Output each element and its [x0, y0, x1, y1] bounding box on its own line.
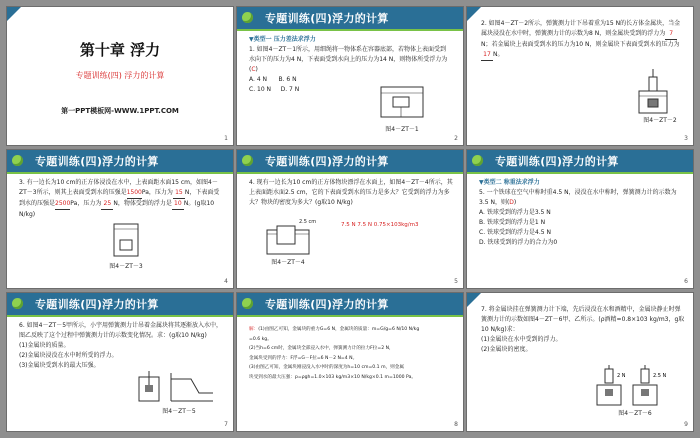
- sub-question: (1)金属块在水中受到的浮力。: [481, 336, 562, 343]
- question: 7. 将金属块挂在弹簧测力计下端，先后浸没在水和酒精中，金属块静止时弹簧测力计的示数如图4－ZT－6甲、乙所示。(ρ酒精=0.8×103 kg/m3，g取10 N/kg)求：: [481, 306, 685, 333]
- bullet-icon: [242, 12, 253, 23]
- slide-header: [237, 293, 463, 317]
- option-b: B. 铁球受到的浮力是1 N: [479, 219, 546, 226]
- header-title: 专题训练(四)浮力的计算: [265, 298, 389, 311]
- bullet-icon: [242, 155, 253, 166]
- question: 4. 现有一边长为10 cm的正方体物块漂浮在水面上，如图4－ZT－4所示，其上表面距水面2.5 cm，它的下表面受到水的压力是多大？它受到的浮力为多大？物块的密度为多大？(g取10 N/kg): [249, 179, 453, 206]
- slide-header: [7, 293, 233, 317]
- chapter-title: 第十章 浮力: [79, 41, 161, 59]
- figure-caption: 图4－ZT－2: [643, 117, 677, 124]
- slide-1[interactable]: [7, 7, 233, 145]
- slide-content: [19, 321, 224, 371]
- slide-number: 4: [224, 278, 228, 285]
- solution-line: (2)当h=6 cm时，金属块全部浸入水中，弹簧测力计的拉力F拉=2 N，: [249, 346, 394, 351]
- slide-number: 8: [454, 421, 458, 428]
- figure-cube-in-water: [111, 222, 141, 258]
- solution-line: (3)由图乙可知，金属块刚浸没入水中时的深度为h=10 cm=0.1 m，则金属: [249, 365, 404, 370]
- figure-dimension-label: 2.5 cm: [299, 219, 317, 225]
- slide-header: [237, 7, 463, 31]
- slide-content: [249, 325, 459, 382]
- slide-content: [249, 178, 454, 208]
- slide-8[interactable]: [237, 293, 463, 431]
- question: 2. 如图4－ZT－2所示，弹簧测力计下吊着重为15 N的长方体金属块，当金属块浸没在水中时，弹簧测力计的示数为8 N，则金属块受到的浮力为 7N；若金属块上表面受到水的压力为10 N，则金属块下表面受到水的压力为17 N。: [481, 19, 681, 61]
- figure-spring-scale: [635, 69, 671, 115]
- figure-caption: 图4－ZT－4: [271, 259, 305, 266]
- sub-question: (2)金属块的密度。: [481, 346, 532, 353]
- slide-4[interactable]: [7, 150, 233, 288]
- figure-caption: 图4－ZT－6: [618, 410, 652, 417]
- header-title: 专题训练(四)浮力的计算: [35, 298, 159, 311]
- type-tag: ▼类型一 压力差法求浮力: [249, 36, 316, 43]
- slide-number: 1: [224, 135, 228, 142]
- sub-question: (3)金属块受到水的最大压强。: [19, 362, 100, 369]
- question: 3. 有一边长为10 cm的正方体浸没在水中，上表面距水面15 cm，如图4－ZT－3所示，则其上表面受到水的压强是1500Pa，压力为 15 N，下表面受到水的压强是2500Pa，压力为 25 N，物体受到的浮力是 10 N。(g取10 N/kg): [19, 179, 220, 218]
- site-text: 第一PPT模板网-WWW.1PPT.COM: [61, 107, 179, 115]
- type-tag: ▼类型二 称重法求浮力: [479, 179, 540, 186]
- sub-question: (1)金属块的质量。: [19, 342, 70, 349]
- question: 1. 如图4－ZT－1所示，用细绳将一物体系在容器底部，若物体上表面受到水向下的压力为4 N，下表面受到水向上的压力为14 N，则物体所受浮力为(C): [249, 46, 448, 73]
- slide-content: [481, 305, 686, 355]
- figure-container-diagram: [377, 81, 427, 123]
- answer-text: 7.5 N 7.5 N 0.75×103kg/m3: [341, 222, 419, 228]
- question: 6. 如图4－ZT－5甲所示，小宇用弹簧测力计吊着金属块将其逐渐放入水中，图乙反映了这个过程中弹簧测力计的示数变化情况。求：(g取10 N/kg): [19, 322, 223, 339]
- slide-5[interactable]: [237, 150, 463, 288]
- slide-2[interactable]: [237, 7, 463, 145]
- figure-caption: 图4－ZT－3: [109, 263, 143, 270]
- figure-label-1: 2 N: [617, 373, 626, 379]
- bullet-icon: [472, 155, 483, 166]
- slide-number: 5: [454, 278, 458, 285]
- header-title: 专题训练(四)浮力的计算: [35, 155, 159, 168]
- figure-caption: 图4－ZT－5: [162, 408, 196, 415]
- figure-spring-scale-graph: [137, 371, 217, 405]
- slide-header: [7, 150, 233, 174]
- slide-3[interactable]: [467, 7, 693, 145]
- solution-line: =0.6 kg。: [249, 336, 272, 342]
- header-title: 专题训练(四)浮力的计算: [495, 155, 619, 168]
- figure-label-2: 2.5 N: [653, 373, 667, 379]
- slide-number: 7: [224, 421, 228, 428]
- corner-decoration: [7, 7, 25, 25]
- header-title: 专题训练(四)浮力的计算: [265, 12, 389, 25]
- slide-content: [481, 19, 681, 61]
- question: 5. 一个铁球在空气中称时重4.5 N，浸没在水中称时，弹簧测力计的示数为3.5 N，则(D): [479, 189, 677, 206]
- slide-header: [467, 150, 693, 174]
- option-a: A. 铁球受到的浮力是3.5 N: [479, 209, 551, 216]
- figure-caption: 图4－ZT－1: [385, 126, 419, 133]
- solution-line: 金属块受到的浮力：F浮=G－F拉=6 N－2 N=4 N。: [249, 355, 358, 361]
- slide-number: 9: [684, 421, 688, 428]
- solution-line: 块受到水的最大压强：p=ρgh=1.0×103 kg/m3×10 N/kg×0.1 m=1000 Pa。: [249, 374, 416, 380]
- slide-header: [237, 150, 463, 174]
- header-title: 专题训练(四)浮力的计算: [265, 155, 389, 168]
- option-c: C. 铁球受到的浮力是4.5 N: [479, 229, 551, 236]
- bullet-icon: [12, 155, 23, 166]
- slide-number: 6: [684, 278, 688, 285]
- slide-9[interactable]: [467, 293, 693, 431]
- slide-content: [19, 178, 224, 220]
- options: A. 4 N B. 6 N C. 10 N D. 7 N: [249, 76, 300, 93]
- bullet-icon: [242, 298, 253, 309]
- slide-content: [479, 178, 684, 248]
- option-d: D. 铁球受到的浮力的合力为0: [479, 239, 558, 246]
- bullet-icon: [12, 298, 23, 309]
- sub-question: (2)金属块浸没在水中时所受的浮力。: [19, 352, 118, 359]
- slide-7[interactable]: [7, 293, 233, 431]
- slide-6[interactable]: [467, 150, 693, 288]
- slide-number: 3: [684, 135, 688, 142]
- chapter-subtitle: 专题训练(四) 浮力的计算: [75, 71, 165, 80]
- slide-number: 2: [454, 135, 458, 142]
- figure-two-spring-scales: [595, 365, 665, 407]
- solution-line: 解：(1)由图乙可知，金属块的重力G=6 N，金属块的质量：m=G/g=6 N/10 N/kg: [249, 327, 420, 332]
- solution-label: 解：: [249, 327, 259, 332]
